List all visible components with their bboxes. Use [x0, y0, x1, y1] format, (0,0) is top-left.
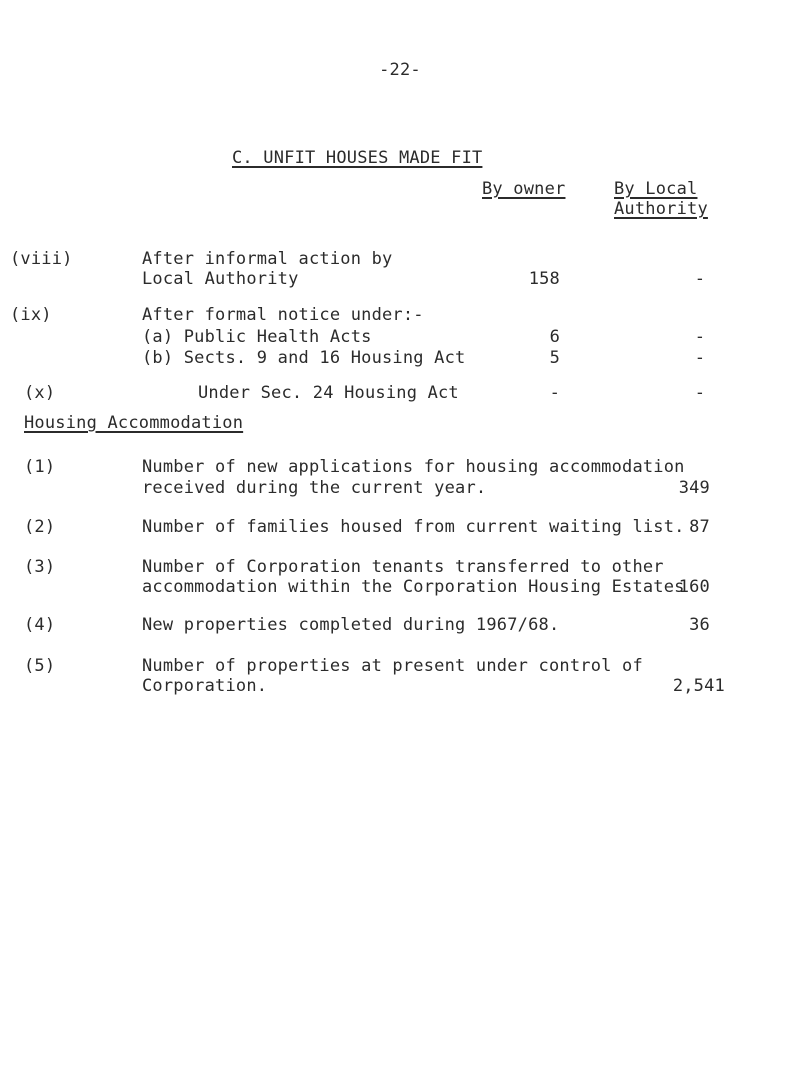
row-text: received during the current year. [142, 478, 487, 498]
row-number: (ix) [10, 305, 52, 325]
row-text: Number of new applications for housing accommodation [142, 457, 685, 477]
row-number: (viii) [10, 249, 73, 269]
row-text: Corporation. [142, 676, 268, 696]
section-title: C. UNFIT HOUSES MADE FIT [232, 148, 483, 168]
row-number: (1) [24, 457, 56, 477]
row-text: Under Sec. 24 Housing Act [198, 383, 459, 403]
row-text: Number of families housed from current waiting list. [142, 517, 685, 537]
by-owner-value: 158 [528, 269, 560, 289]
row-text: After informal action by [142, 249, 393, 269]
by-local-value: - [694, 269, 706, 289]
by-local-header-line2: Authority [614, 199, 708, 219]
row-text: New properties completed during 1967/68. [142, 615, 560, 635]
row-text: (b) Sects. 9 and 16 Housing Act [142, 348, 466, 368]
housing-value: 36 [689, 615, 710, 635]
housing-heading: Housing Accommodation [24, 413, 244, 433]
row-text: Local Authority [142, 269, 299, 289]
row-text: Number of properties at present under control of [142, 656, 643, 676]
housing-value: 349 [678, 478, 710, 498]
housing-value: 2,541 [672, 676, 725, 696]
row-number: (5) [24, 656, 56, 676]
by-local-value: - [694, 327, 706, 347]
row-text: (a) Public Health Acts [142, 327, 372, 347]
by-local-value: - [694, 348, 706, 368]
by-owner-header: By owner [482, 179, 566, 199]
housing-value: 87 [689, 517, 710, 537]
by-owner-value: 6 [549, 327, 560, 347]
row-text: Number of Corporation tenants transferred to other [142, 557, 664, 577]
by-local-header-line1: By Local [614, 179, 698, 199]
row-text: After formal notice under:- [142, 305, 424, 325]
row-number: (x) [24, 383, 56, 403]
row-number: (4) [24, 615, 56, 635]
housing-value: 160 [678, 577, 710, 597]
row-number: (3) [24, 557, 56, 577]
page-number: -22- [379, 60, 421, 80]
by-owner-value: 5 [549, 348, 560, 368]
by-owner-value: - [549, 383, 560, 403]
row-text: accommodation within the Corporation Housing Estates [142, 577, 685, 597]
by-local-value: - [694, 383, 706, 403]
row-number: (2) [24, 517, 56, 537]
